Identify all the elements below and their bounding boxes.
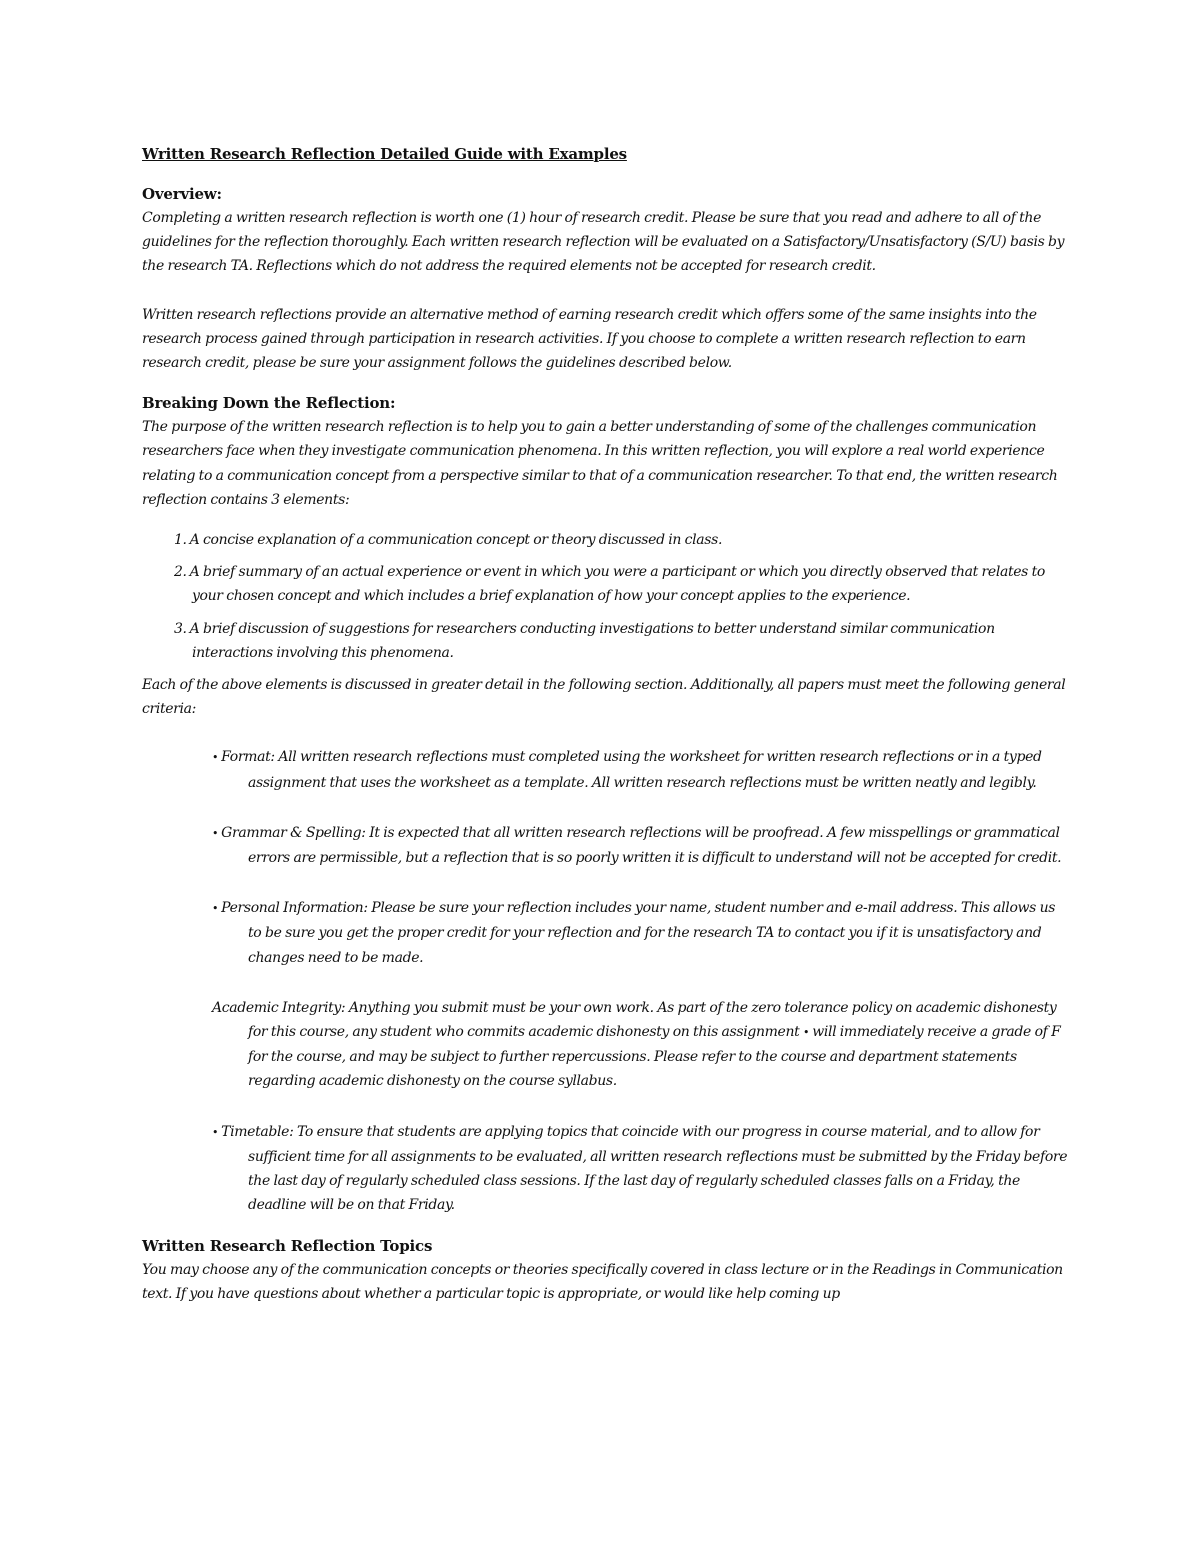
criteria-item-timetable: [142, 1120, 1072, 1218]
breaking-down-paragraph-2: Each of the above elements is discussed in greater detail in the following section. Additionally, all papers must meet the following general criteria:: [142, 677, 1066, 718]
overview-paragraph-1: Completing a written research reflection is worth one (1) hour of research credit. Please be sure that you read and adhere to all of the guidelines for the reflection thoroughly. Each written research reflection will be evaluated on a Satisfactory/Unsatisfactory (S/U) basis by the research TA. Reflections which do not address the required elements not be accepted for research credit.: [142, 210, 1065, 275]
element-text: A brief summary of an actual experience or event in which you were a participant or which you directly observed that relates to your chosen concept and which includes a brief explanation of how your concept applies to the experience.: [189, 564, 1045, 605]
document-title: Written Research Reflection Detailed Guide with Examples: [142, 145, 627, 163]
overview-paragraph-2: Written research reflections provide an alternative method of earning research credit which offers some of the same insights into the research process gained through participation in research activities. If you choose to complete a written research reflection to earn research credit, please be sure your assignment follows the guidelines described below.: [142, 306, 1037, 372]
element-number: 3.: [174, 620, 187, 637]
criteria-list: [142, 745, 1072, 1217]
criteria-text: Timetable: To ensure that students are applying topics that coincide with our progress in course material, and to allow for sufficient time for all assignments to be evaluated, all written research reflections must be submitted by the Friday before the last day of regularly scheduled class sessions. If the last day of regularly scheduled classes falls on a Friday, the deadline will be on that Friday.: [221, 1123, 1068, 1214]
element-text: A concise explanation of a communication concept or theory discussed in class.: [189, 532, 723, 549]
element-number: 2.: [174, 564, 187, 581]
element-number: 1.: [174, 532, 187, 549]
bullet-icon: •: [212, 902, 219, 916]
bullet-icon: •: [212, 826, 219, 840]
criteria-text: will immediately receive a grade of F for the course, and may be subject to further repercussions. Please refer to the course and department statements regarding academic dishonesty on the course syllabus.: [248, 1024, 1061, 1090]
criteria-text: Format: All written research reflections must completed using the worksheet for written research reflections or in a typed assignment that uses the worksheet as a template. All written research reflections must be written neatly and legibly.: [221, 749, 1042, 791]
topics-paragraph-1: You may choose any of the communication concepts or theories specifically covered in class lecture or in the Readings in Communication text. If you have questions about whether a particular topic is appropriate, or would like help coming up: [142, 1261, 1063, 1302]
element-item: [142, 528, 1072, 552]
criteria-text: Grammar & Spelling: It is expected that all written research reflections will be proofread. A few misspellings or grammatical errors are permissible, but a reflection that is so poorly written it is difficult to understand will not be accepted for credit.: [221, 824, 1062, 867]
criteria-text: Academic Integrity: Anything you submit must be your own work. As part of the zero tolerance policy on academic dishonesty for this course, any student who commits academic dishonesty on this assignment: [212, 999, 1057, 1041]
criteria-item-integrity: [142, 996, 1072, 1094]
element-text: A brief discussion of suggestions for researchers conducting investigations to better understand similar communication interactions involving this phenomena.: [189, 620, 995, 661]
element-item: [142, 617, 1072, 665]
element-item: [142, 560, 1072, 608]
document-page: [142, 138, 1072, 1306]
breaking-down-heading: Breaking Down the Reflection:: [142, 394, 396, 413]
criteria-item-grammar: [142, 821, 1072, 870]
bullet-icon: •: [803, 1026, 810, 1040]
elements-list: [142, 528, 1072, 665]
criteria-text: Personal Information: Please be sure your reflection includes your name, student number and e-mail address. This allows us to be sure you get the proper credit for your reflection and for the research TA to contact you if it is unsatisfactory and changes need to be made.: [221, 900, 1056, 966]
overview-heading: Overview:: [142, 185, 222, 203]
bullet-icon: •: [212, 1125, 219, 1139]
criteria-item-personal: [142, 896, 1072, 970]
breaking-down-paragraph-1: The purpose of the written research reflection is to help you to gain a better understanding of some of the challenges communication researchers face when they investigate communication phenomena. In this written reflection, you will explore a real world experience relating to a communication concept from a perspective similar to that of a communication researcher. To that end, the written research reflection contains 3 elements:: [142, 419, 1058, 508]
bullet-icon: •: [212, 751, 219, 765]
criteria-item-format: [142, 745, 1072, 794]
topics-heading: Written Research Reflection Topics: [142, 1236, 433, 1255]
